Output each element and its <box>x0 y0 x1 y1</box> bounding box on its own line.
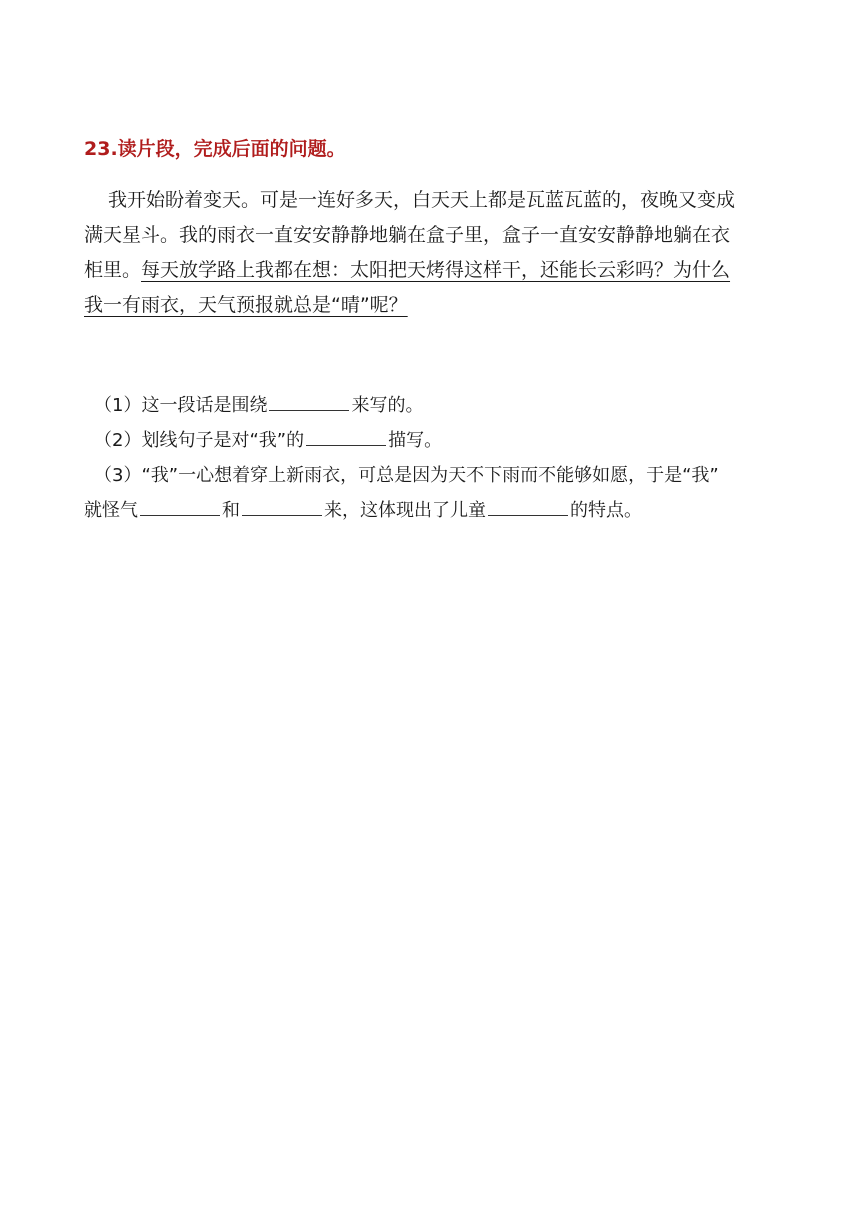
question-text: 就怪气 <box>84 500 138 521</box>
answer-blank[interactable] <box>488 495 568 516</box>
reading-passage <box>84 183 784 323</box>
question-text: （1）这一段话是围绕 <box>94 395 268 416</box>
passage-text: 柜里。 <box>84 259 142 281</box>
question-text: 来，这体现出了儿童 <box>324 500 486 521</box>
question-text: （3）“我”一心想着穿上新雨衣，可总是因为天不下雨而不能够如愿，于是“我” <box>94 465 719 486</box>
question-title: 23.读片段，完成后面的问题。 <box>84 138 346 160</box>
question-text: 描写。 <box>388 430 443 451</box>
answer-blank[interactable] <box>242 495 322 516</box>
passage-line <box>84 218 784 253</box>
sub-question-1 <box>84 388 794 423</box>
sub-question-3 <box>84 458 794 493</box>
passage-line <box>84 253 784 288</box>
passage-text: 我开始盼着变天。可是一连好多天，白天天上都是瓦蓝瓦蓝的，夜晚又变成 <box>108 189 736 211</box>
question-text: （2）划线句子是对“我”的 <box>94 430 305 451</box>
answer-blank[interactable] <box>306 425 386 446</box>
answer-blank[interactable] <box>269 390 349 411</box>
underlined-sentence: 每天放学路上我都在想：太阳把天烤得这样干，还能长云彩吗？为什么 <box>141 259 731 281</box>
sub-question-3-continued <box>84 493 794 528</box>
passage-text: 满天星斗。我的雨衣一直安安静静地躺在盒子里，盒子一直安安静静地躺在衣 <box>84 224 731 246</box>
question-text: 的特点。 <box>570 500 642 521</box>
underlined-sentence: 我一有雨衣，天气预报就总是“晴”呢？ <box>84 294 408 316</box>
sub-question-2 <box>84 423 794 458</box>
answer-blank[interactable] <box>140 495 220 516</box>
passage-line <box>84 183 784 218</box>
question-text: 来写的。 <box>351 395 424 416</box>
passage-line <box>84 288 784 323</box>
sub-questions <box>84 388 794 528</box>
question-text: 和 <box>222 500 240 521</box>
